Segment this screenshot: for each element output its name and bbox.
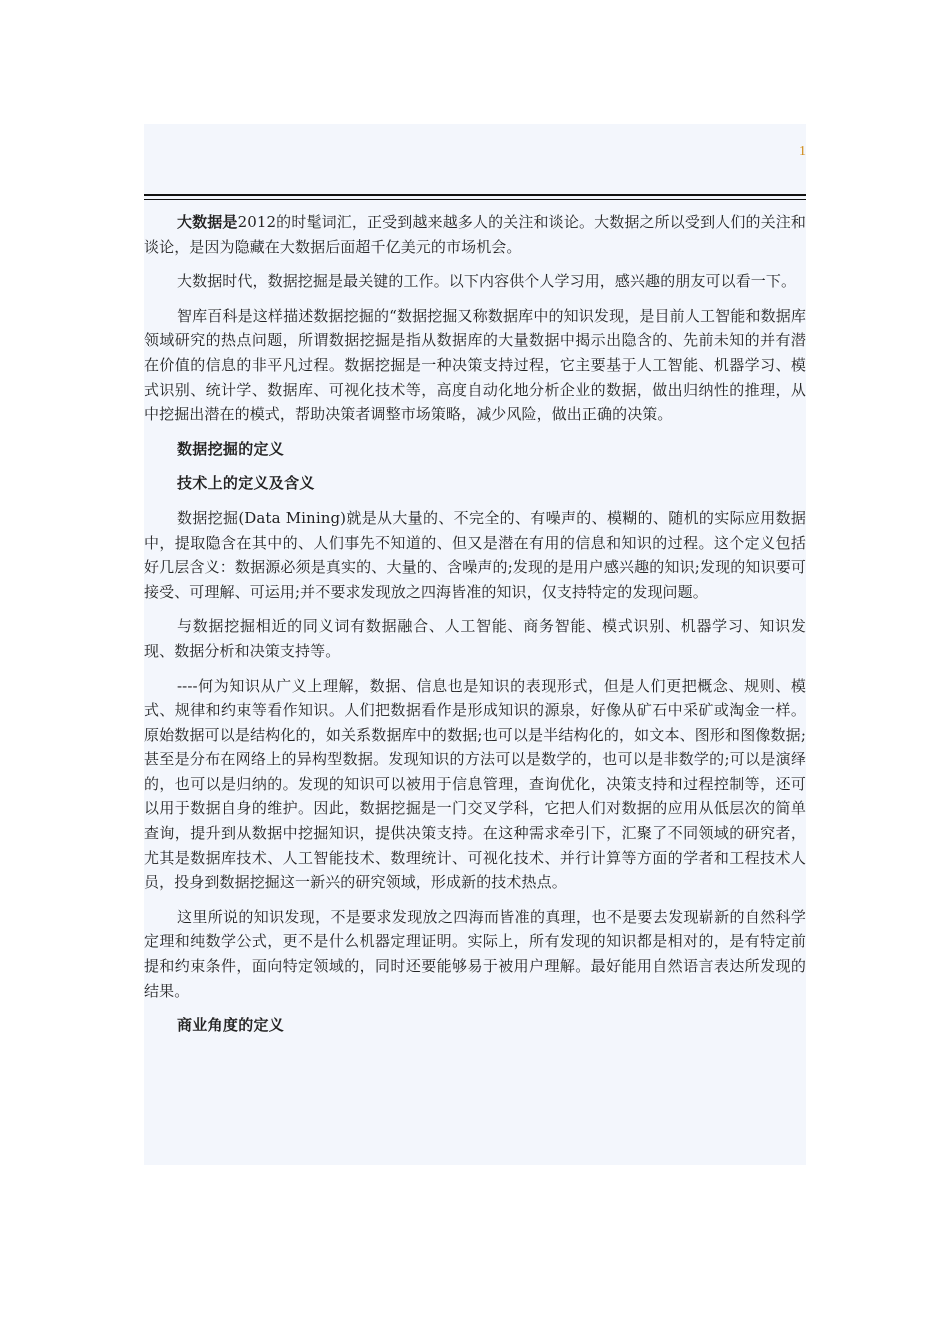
paragraph-knowledge: ----何为知识从广义上理解，数据、信息也是知识的表现形式，但是人们更把概念、规则、模式、规律和约束等看作知识。人们把数据看作是形成知识的源泉，好像从矿石中采矿或淘金一样。原始数据可以是结构化的，如关系数据库中的数据;也可以是半结构化的，如文本、图形和图像数据;甚至是分布在网络上的异构型数据。发现知识的方法可以是数学的，也可以是非数学的;可以是演绎的，也可以是归纳的。发现的知识可以被用于信息管理，查询优化，决策支持和过程控制等，还可以用于数据自身的维护。因此，数据挖掘是一门交叉学科，它把人们对数据的应用从低层次的简单查询，提升到从数据中挖掘知识，提供决策支持。在这种需求牵引下，汇聚了不同领域的研究者，尤其是数据库技术、人工智能技术、数理统计、可视化技术、并行计算等方面的学者和工程技术人员，投身到数据挖掘这一新兴的研究领域，形成新的技术热点。: [144, 676, 806, 892]
intro-text: 2012的时髦词汇，正受到越来越多人的关注和谈论。大数据之所以受到人们的关注和谈论，是因为隐藏在大数据后面超千亿美元的市场机会。: [144, 213, 806, 256]
heading-definition: 数据挖掘的定义: [177, 439, 285, 458]
paragraph-knowledge-discovery: 这里所说的知识发现，不是要求发现放之四海而皆准的真理，也不是要去发现崭新的自然科学定理和纯数学公式，更不是什么机器定理证明。实际上，所有发现的知识都是相对的，是有特定前提和约束条件，面向特定领域的，同时还要能够易于被用户理解。最好能用自然语言表达所发现的结果。: [144, 907, 806, 1000]
header-rule-thick: [144, 194, 806, 196]
paragraph-wiki-description: 智库百科是这样描述数据挖掘的“数据挖掘又称数据库中的知识发现，是目前人工智能和数据库领域研究的热点问题，所谓数据挖掘是指从数据库的大量数据中揭示出隐含的、先前未知的并有潜在价值的信息的非平凡过程。数据挖掘是一种决策支持过程，它主要基于人工智能、机器学习、模式识别、统计学、数据库、可视化技术等，高度自动化地分析企业的数据，做出归纳性的推理，从中挖掘出潜在的模式，帮助决策者调整市场策略，减少风险，做出正确的决策。: [144, 306, 806, 424]
intro-bold-term: 大数据是: [177, 213, 238, 231]
page-number: 1: [799, 144, 806, 159]
document-body: [144, 210, 806, 1048]
paragraph-technical-definition: 数据挖掘(Data Mining)就是从大量的、不完全的、有噪声的、模糊的、随机的实际应用数据中，提取隐含在其中的、人们事先不知道的、但又是潜在有用的信息和知识的过程。这个定义包括好几层含义：数据源必须是真实的、大量的、含噪声的;发现的是用户感兴趣的知识;发现的知识要可接受、可理解、可运用;并不要求发现放之四海皆准的知识，仅支持特定的发现问题。: [144, 508, 806, 601]
header-rule-thin: [144, 199, 806, 200]
heading-business-definition: 商业角度的定义: [177, 1016, 285, 1035]
paragraph-big-data-era: 大数据时代，数据挖掘是最关键的工作。以下内容供个人学习用，感兴趣的朋友可以看一下。: [177, 272, 797, 291]
document-page: [144, 124, 806, 1165]
paragraph-synonyms: 与数据挖掘相近的同义词有数据融合、人工智能、商务智能、模式识别、机器学习、知识发现、数据分析和决策支持等。: [144, 617, 806, 660]
paragraph-intro: [144, 210, 806, 259]
heading-technical-definition: 技术上的定义及含义: [177, 474, 315, 493]
